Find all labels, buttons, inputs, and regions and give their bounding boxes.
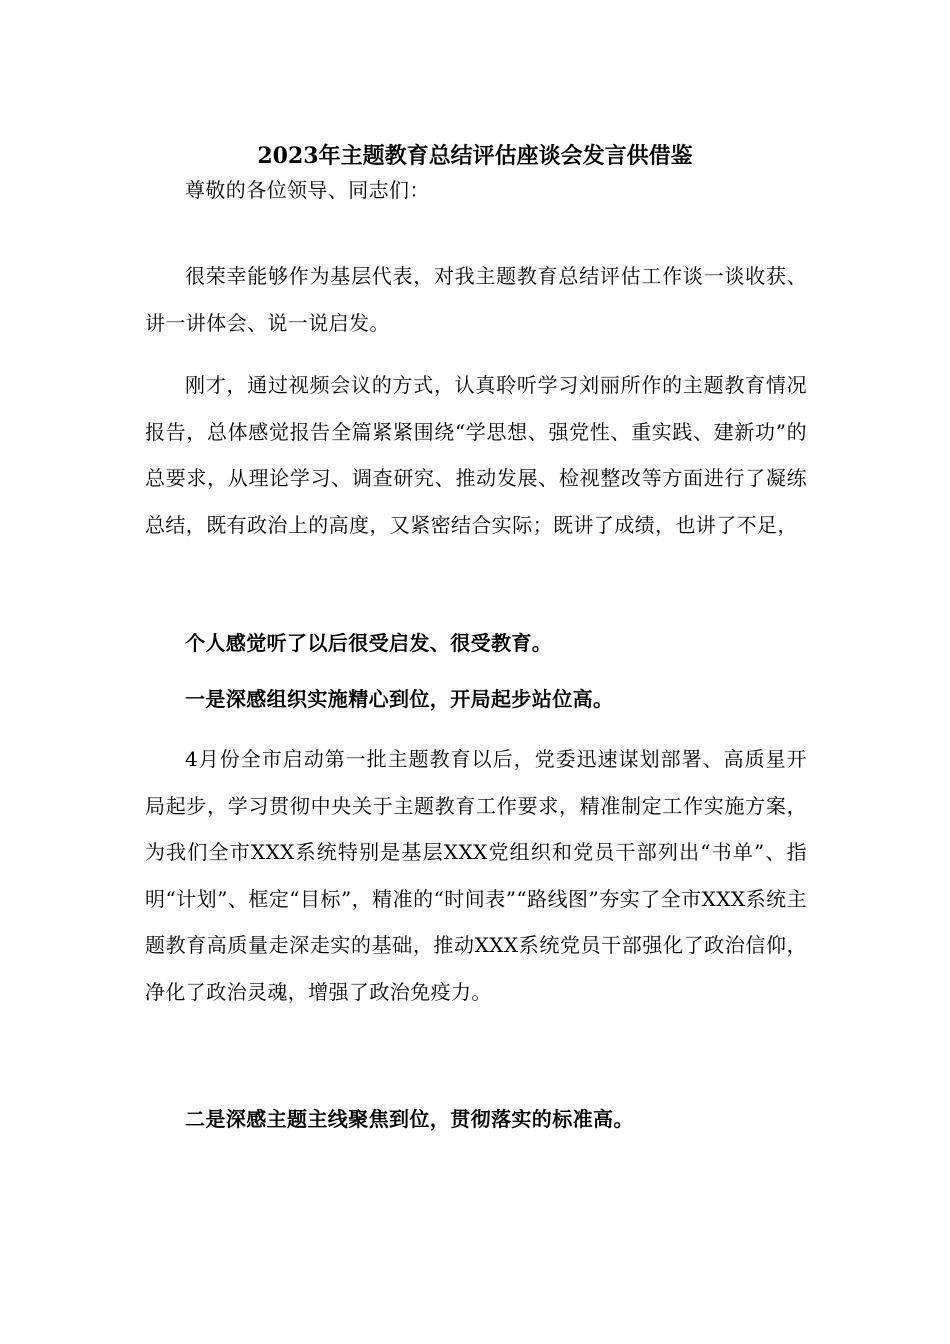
salutation-paragraph: 尊敬的各位领导、同志们： bbox=[185, 178, 430, 202]
point-one-body-paragraph: 4月份全市启动第一批主题教育以后，党委迅速谋划部署、高质星开局起步，学习贯彻中央关于主题教育工作要求，精准制定工作实施方案，为我们全市XXX系统特别是基层XXX党组织和党员干部列出“书单”、指明“计划”、框定“目标”，精准的“时间表”“路线图”夯实了全市XXX系统主题教育高质量走深走实的基础，推动XXX系统党员干部强化了政治信仰，净化了政治灵魂，增强了政治免疫力。 bbox=[145, 747, 807, 1004]
point-two-heading: 二是深感主题主线聚焦到位，贯彻落实的标准高。 bbox=[185, 1107, 634, 1131]
intro-paragraph: 很荣幸能够作为基层代表，对我主题教育总结评估工作谈一谈收获、讲一讲体会、说一说启发。 bbox=[145, 264, 807, 335]
feeling-heading: 个人感觉听了以后很受启发、很受教育。 bbox=[185, 631, 553, 655]
report-paragraph: 刚才，通过视频会议的方式，认真聆听学习刘丽所作的主题教育情况报告，总体感觉报告全篇紧紧围绕“学思想、强党性、重实践、建新功”的总要求，从理论学习、调查研究、推动发展、检视整改等方面进行了凝练总结，既有政治上的高度，又紧密结合实际；既讲了成绩，也讲了不足， bbox=[145, 373, 807, 537]
point-one-heading: 一是深感组织实施精心到位，开局起步站位高。 bbox=[185, 687, 614, 711]
document-title: 2023年主题教育总结评估座谈会发言供借鉴 bbox=[257, 143, 693, 169]
